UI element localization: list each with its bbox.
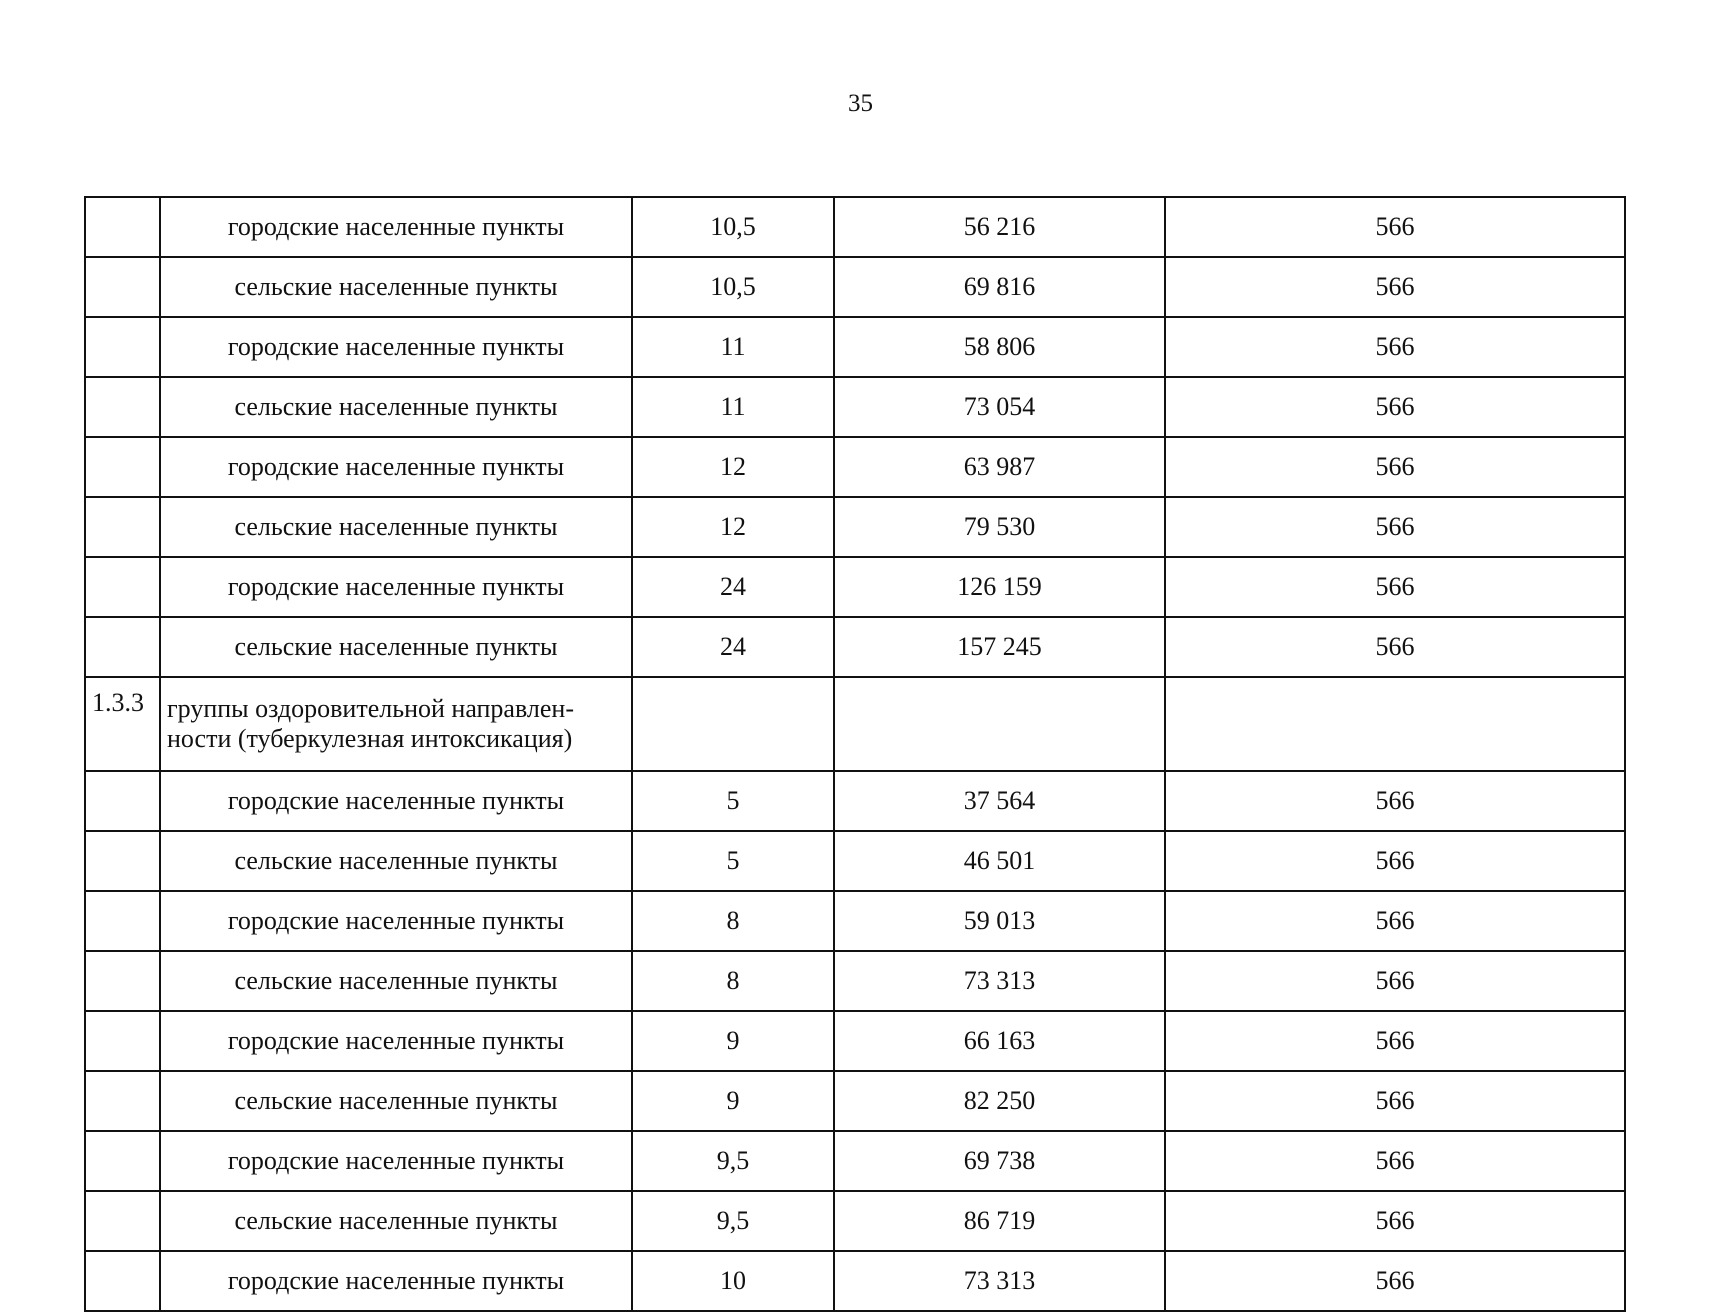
row-number-cell	[85, 831, 160, 891]
value-a-cell	[632, 677, 834, 771]
value-b-cell: 157 245	[834, 617, 1165, 677]
row-number-cell	[85, 951, 160, 1011]
value-b-cell: 73 313	[834, 951, 1165, 1011]
settlement-type-cell: сельские населенные пункты	[160, 617, 632, 677]
table-row	[85, 1191, 1625, 1251]
value-c-cell: 566	[1165, 497, 1625, 557]
settlement-type-cell: городские населенные пункты	[160, 1251, 632, 1311]
value-c-cell: 566	[1165, 891, 1625, 951]
table-row	[85, 951, 1625, 1011]
value-a-cell: 11	[632, 317, 834, 377]
settlement-type-cell: городские населенные пункты	[160, 317, 632, 377]
value-b-cell: 126 159	[834, 557, 1165, 617]
row-number-cell	[85, 557, 160, 617]
table-row	[85, 317, 1625, 377]
table-row	[85, 257, 1625, 317]
settlement-type-cell: городские населенные пункты	[160, 1011, 632, 1071]
value-c-cell	[1165, 677, 1625, 771]
value-a-cell: 9,5	[632, 1131, 834, 1191]
value-a-cell: 9	[632, 1071, 834, 1131]
value-b-cell: 69 816	[834, 257, 1165, 317]
value-c-cell: 566	[1165, 437, 1625, 497]
value-b-cell: 82 250	[834, 1071, 1165, 1131]
row-number-cell	[85, 1251, 160, 1311]
value-c-cell: 566	[1165, 377, 1625, 437]
settlement-type-cell: городские населенные пункты	[160, 1131, 632, 1191]
value-a-cell: 8	[632, 951, 834, 1011]
value-a-cell: 8	[632, 891, 834, 951]
value-c-cell: 566	[1165, 257, 1625, 317]
value-c-cell: 566	[1165, 831, 1625, 891]
value-b-cell: 66 163	[834, 1011, 1165, 1071]
value-c-cell: 566	[1165, 557, 1625, 617]
settlement-type-cell: городские населенные пункты	[160, 437, 632, 497]
value-c-cell: 566	[1165, 1071, 1625, 1131]
value-b-cell: 79 530	[834, 497, 1165, 557]
value-b-cell: 37 564	[834, 771, 1165, 831]
value-a-cell: 10	[632, 1251, 834, 1311]
value-b-cell: 59 013	[834, 891, 1165, 951]
table-row	[85, 1251, 1625, 1311]
value-b-cell: 63 987	[834, 437, 1165, 497]
value-c-cell: 566	[1165, 197, 1625, 257]
row-number-cell	[85, 437, 160, 497]
row-number-cell	[85, 1011, 160, 1071]
value-a-cell: 5	[632, 771, 834, 831]
value-b-cell: 73 313	[834, 1251, 1165, 1311]
row-number-cell	[85, 771, 160, 831]
table-row	[85, 617, 1625, 677]
value-a-cell: 10,5	[632, 257, 834, 317]
section-title-cell: группы оздоровительной направлен-ности (туберкулезная интоксикация)	[160, 677, 632, 771]
value-b-cell: 58 806	[834, 317, 1165, 377]
row-number-cell	[85, 377, 160, 437]
settlement-type-cell: сельские населенные пункты	[160, 257, 632, 317]
value-b-cell: 46 501	[834, 831, 1165, 891]
row-number-cell	[85, 1071, 160, 1131]
value-a-cell: 11	[632, 377, 834, 437]
value-c-cell: 566	[1165, 317, 1625, 377]
table-row	[85, 197, 1625, 257]
value-a-cell: 9	[632, 1011, 834, 1071]
value-c-cell: 566	[1165, 1011, 1625, 1071]
value-b-cell	[834, 677, 1165, 771]
table-body	[85, 197, 1625, 1311]
table-row	[85, 831, 1625, 891]
row-number-cell	[85, 497, 160, 557]
tariff-table	[84, 196, 1626, 1312]
value-a-cell: 12	[632, 497, 834, 557]
settlement-type-cell: сельские населенные пункты	[160, 1191, 632, 1251]
settlement-type-cell: городские населенные пункты	[160, 197, 632, 257]
table-row	[85, 497, 1625, 557]
value-b-cell: 56 216	[834, 197, 1165, 257]
value-c-cell: 566	[1165, 951, 1625, 1011]
value-a-cell: 12	[632, 437, 834, 497]
value-a-cell: 10,5	[632, 197, 834, 257]
value-a-cell: 24	[632, 557, 834, 617]
row-number-cell	[85, 891, 160, 951]
table-row	[85, 1131, 1625, 1191]
settlement-type-cell: сельские населенные пункты	[160, 377, 632, 437]
value-a-cell: 9,5	[632, 1191, 834, 1251]
row-number-cell	[85, 1191, 160, 1251]
value-c-cell: 566	[1165, 617, 1625, 677]
row-number-cell	[85, 257, 160, 317]
table-row	[85, 437, 1625, 497]
row-number-cell: 1.3.3	[85, 677, 160, 771]
row-number-cell	[85, 1131, 160, 1191]
table-row	[85, 557, 1625, 617]
row-number-cell	[85, 197, 160, 257]
value-c-cell: 566	[1165, 1251, 1625, 1311]
table-row	[85, 377, 1625, 437]
settlement-type-cell: городские населенные пункты	[160, 557, 632, 617]
value-b-cell: 86 719	[834, 1191, 1165, 1251]
settlement-type-cell: сельские населенные пункты	[160, 951, 632, 1011]
table-row	[85, 771, 1625, 831]
table-row	[85, 891, 1625, 951]
value-b-cell: 73 054	[834, 377, 1165, 437]
page-number: 35	[848, 90, 873, 117]
settlement-type-cell: сельские населенные пункты	[160, 831, 632, 891]
settlement-type-cell: городские населенные пункты	[160, 771, 632, 831]
row-number-cell	[85, 317, 160, 377]
value-c-cell: 566	[1165, 1191, 1625, 1251]
value-a-cell: 5	[632, 831, 834, 891]
value-c-cell: 566	[1165, 1131, 1625, 1191]
settlement-type-cell: сельские населенные пункты	[160, 1071, 632, 1131]
value-a-cell: 24	[632, 617, 834, 677]
row-number-cell	[85, 617, 160, 677]
settlement-type-cell: сельские населенные пункты	[160, 497, 632, 557]
table-row	[85, 1011, 1625, 1071]
settlement-type-cell: городские населенные пункты	[160, 891, 632, 951]
table-row	[85, 1071, 1625, 1131]
value-b-cell: 69 738	[834, 1131, 1165, 1191]
value-c-cell: 566	[1165, 771, 1625, 831]
section-row	[85, 677, 1625, 771]
